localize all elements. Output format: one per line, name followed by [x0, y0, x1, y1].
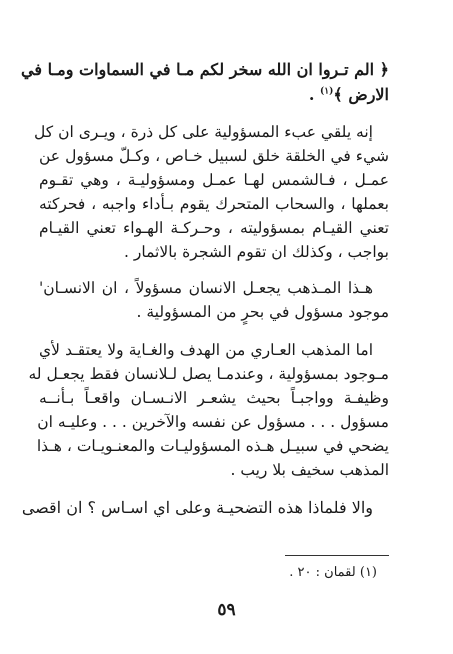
paragraph-line: إنه يلقي عبء المسؤولية على كل ذرة ، ويـرى ان كل: [34, 123, 373, 141]
verse-line: [39, 84, 389, 106]
verse-end: .: [308, 85, 321, 104]
verse-line: [21, 59, 389, 81]
paragraph-line: شيء في الخلقة خلق لسبيل خـاص ، وكـلّ مسؤول عن: [39, 147, 389, 165]
paragraph-line: وظيفـة وواجبـاً بحيث يشعـر الانـسـان واقعـاً بـأنــه: [39, 389, 389, 407]
verse-text-line1: ﴿ الم تـروا ان الله سخر لكم مـا في السماوات ومـا في: [21, 60, 389, 79]
paragraph-line: يضحي في سبيـل هـذه المسؤوليـات والمعنـويـات ، هـذا: [36, 437, 389, 455]
page-number: ٥٩: [217, 600, 236, 620]
footnote-marker: (١): [320, 86, 334, 97]
paragraph-line: عمـل ، فـالشمس لهـا عمـل ومسؤوليـة ، وهي تقـوم: [39, 171, 389, 189]
paragraph-line: مسؤول . . . مسؤول عن نفسه والآخرين . . . وعليـه ان: [37, 413, 389, 431]
paragraph-line: بعملها ، والسحاب المتحرك يقوم بـأداء واجبه ، فحركته: [39, 195, 389, 213]
paragraph-line: مـوجود بمسؤولية ، وعندمـا يصل لـلانسان فقط يجعـل له: [28, 365, 389, 383]
footnote: (١) لقمان : ٢٠ .: [289, 565, 377, 580]
paragraph-line: تعني القيـام بمسؤوليته ، وحـركـة الهـواء تعني القيـام: [39, 219, 389, 237]
paragraph-line: بواجب ، وكذلك ان تقوم الشجرة بالاثمار .: [124, 243, 389, 261]
paragraph-line: والا فلماذا هذه التضحيـة وعلى اي اسـاس ؟ ان اقصى: [21, 498, 373, 517]
verse-text-line2: الارض ﴾: [333, 85, 389, 104]
paragraph-line: اما المذهب العـاري من الهدف والغـاية ولا يعتقـد لأي: [39, 341, 373, 359]
footnote-divider: [285, 555, 389, 556]
paragraph-line: هـذا المـذهب يجعـل الانسان مسؤولاً ، ان الانسـان': [39, 279, 373, 297]
paragraph-line: موجود مسؤول في بحرٍ من المسؤولية .: [136, 303, 389, 321]
paragraph-line: المذهب سخيف بلا ريب .: [230, 461, 389, 479]
